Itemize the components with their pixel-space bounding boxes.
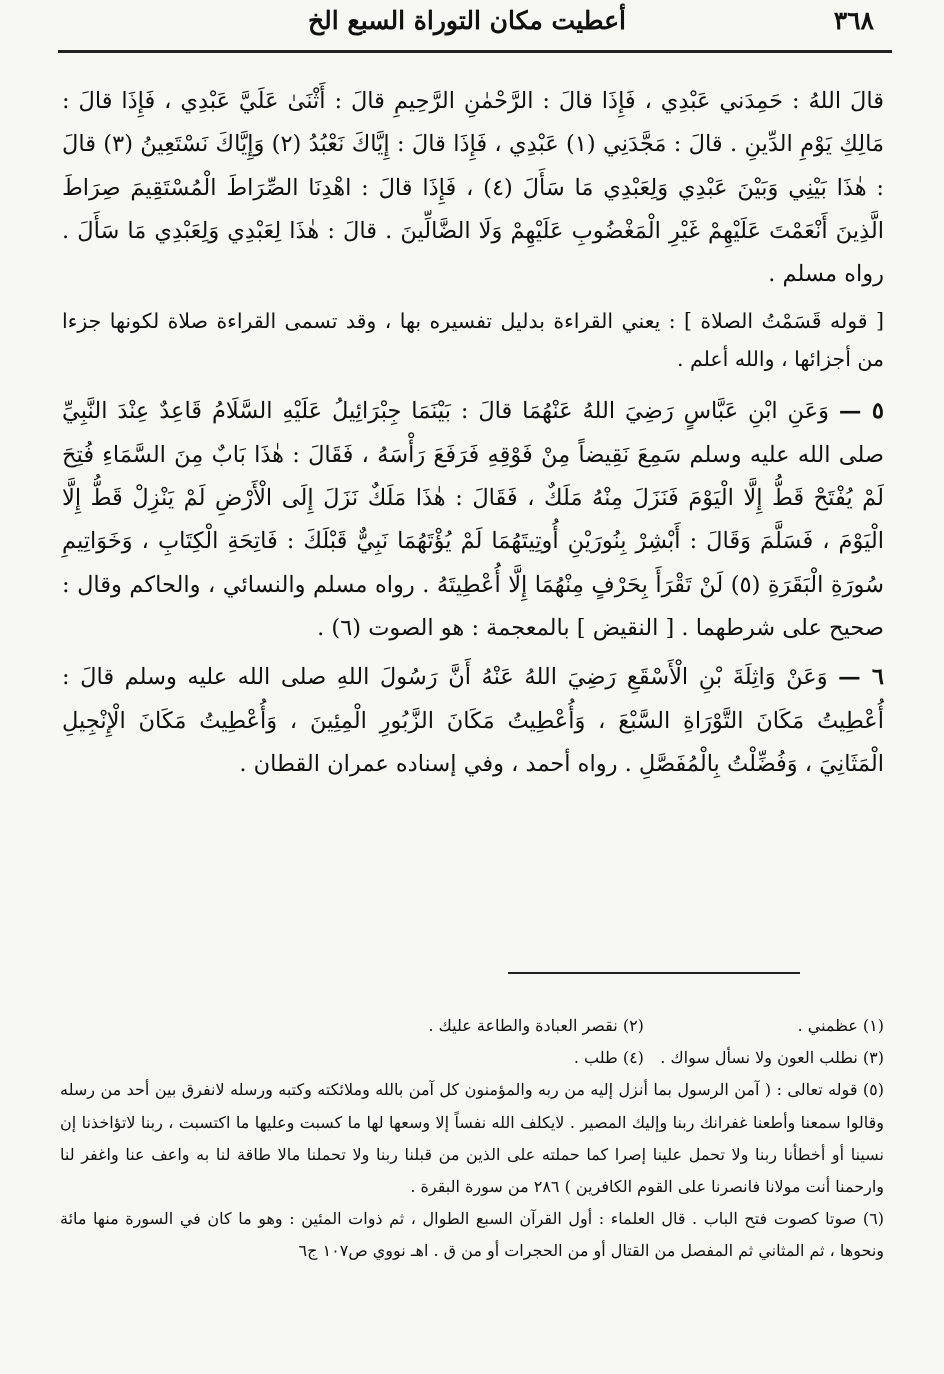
hadith-number: ٦ — [838,664,885,691]
footnote-4: (٤) طلب . [573,1048,644,1068]
main-text [62,80,884,786]
hadith-text: وَعَنِ ابْنِ عَبَّاسٍ رَضِيَ اللهُ عَنْهُمَا قالَ : بَيْنَمَا جِبْرَائِيلُ عَلَيْهِ السَّلَامُ قَاعِدٌ عِنْدَ النَّبِيِّ صلى الله عليه وسلم سَمِعَ نَقِيضاً مِنْ فَوْقِهِ فَرَفَعَ رَأْسَهُ ، فَقَالَ : هٰذَا بَابٌ مِنَ السَّمَاءِ فُتِحَ لَمْ يُفْتَحْ قَطُّ إِلَّا الْيَوْمَ فَنَزَلَ مِنْهُ مَلَكٌ ، فَقَالَ : هٰذَا مَلَكٌ نَزَلَ إِلَى الْأَرْضِ لَمْ يَنْزِلْ قَطُّ إِلَّا الْيَوْمَ ، فَسَلَّمَ وَقَالَ : أَبْشِرْ بِنُورَيْنِ أُوتِيتَهُمَا لَمْ يُؤْتَهُمَا نَبِيٌّ قَبْلَكَ : فَاتِحَةِ الْكِتَابِ ، وَخَوَاتِيمِ سُورَةِ الْبَقَرَةِ (٥) لَنْ تَقْرَأَ بِحَرْفٍ مِنْهُمَا إِلَّا أُعْطِيتَهُ . رواه مسلم والنسائي ، والحاكم وقال : صحيح على شرطهما . [ النقيض ] بالمعجمة : هو الصوت (٦) . [62,398,884,641]
page-number: ٣٦٨ [833,6,874,35]
footnote-2: (٢) نقصر العبادة والطاعة عليك . [428,1016,644,1035]
hadith-text: وَعَنْ وَاثِلَةَ بْنِ الْأَسْقَعِ رَضِيَ اللهُ عَنْهُ أَنَّ رَسُولَ اللهِ صلى الله عليه وسلم قالَ : أُعْطِيتُ مَكَانَ التَّوْرَاةِ السَّبْعَ ، وَأُعْطِيتُ مَكَانَ الزَّبُورِ الْمِئِينَ ، وَأُعْطِيتُ مَكَانَ الْإِنْجِيلِ الْمَثَانِيَ ، وَفُضِّلْتُ بِالْمُفَصَّلِ . رواه أحمد ، وفي إسناده عمران القطان . [62,664,884,777]
hadith-continuation: قالَ اللهُ : حَمِدَني عَبْدِي ، فَإِذَا قالَ : الرَّحْمٰنِ الرَّحِيمِ قالَ : أَثْنَىٰ عَلَيَّ عَبْدِي ، فَإِذَا قالَ : مَالِكِ يَوْمِ الدِّينِ . قالَ : مَجَّدَنِي (١) عَبْدِي ، فَإِذَا قالَ : إِيَّاكَ نَعْبُدُ (٢) وَإِيَّاكَ نَسْتَعِينُ (٣) قالَ : هٰذَا بَيْنِي وَبَيْنَ عَبْدِي وَلِعَبْدِي مَا سَأَلَ (٤) ، فَإِذَا قالَ : اهْدِنَا الصِّرَاطَ الْمُسْتَقِيمَ صِرَاطَ الَّذِينَ أَنْعَمْتَ عَلَيْهِمْ غَيْرِ الْمَغْضُوبِ عَلَيْهِمْ وَلَا الضَّالِّينَ . قالَ : هٰذَا لِعَبْدِي وَلِعَبْدِي مَا سَأَلَ . رواه مسلم . [62,88,885,288]
footnote-separator [508,972,800,974]
footnote-1: (١) عظمني . [797,1016,884,1035]
header-rule [58,50,892,53]
hadith-number: ٥ — [838,398,884,425]
hadith-5 [62,390,884,650]
footnote-6: (٦) صوتا كصوت فتح الباب . قال العلماء : أول القرآن السبع الطوال ، ثم ذوات المئين : وهو ما كان في السورة منها مائة ونحوها ، ثم المثاني ثم المفصل من القتال أو من الحجرات أو من ق . اهـ نووي ص١٠٧ ج٦ [60,1209,884,1261]
commentary-note: [ قوله قَسَمْتُ الصلاة ] : يعني القراءة بدليل تفسيره بها ، وقد تسمى القراءة صلاة لكونها جزءا من أجزائها ، والله أعلم . [62,309,884,372]
footnote-5: (٥) قوله تعالى : ( آمن الرسول بما أنزل إليه من ربه والمؤمنون كل آمن بالله وملائكته وكتبه ورسله لانفرق بين أحد من رسله وقالوا سمعنا وأطعنا غفرانك ربنا وإليك المصير . لايكلف الله نفساً إلا وسعها لها ما كسبت وعليها ما اكتسبت ، ربنا لاتؤاخذنا إن نسينا أو أخطأنا ربنا ولا تحمل علينا إصرا كما حملته على الذين من قبلنا ربنا ولا تحملنا مالا طاقة لنا به واعف عنا واغفر لنا وارحمنا أنت مولانا فانصرنا على القوم الكافرين ) ٢٨٦ من سورة البقرة . [60,1080,884,1197]
page-header [60,6,874,46]
hadith-6 [62,656,884,786]
footnote-row [60,1042,884,1074]
running-title: أعطيت مكان التوراة السبع الخ [307,6,626,35]
footnote-row [60,1010,884,1042]
footnote-3: (٣) نطلب العون ولا نسأل سواك . [660,1048,884,1068]
footnotes [60,1010,884,1268]
